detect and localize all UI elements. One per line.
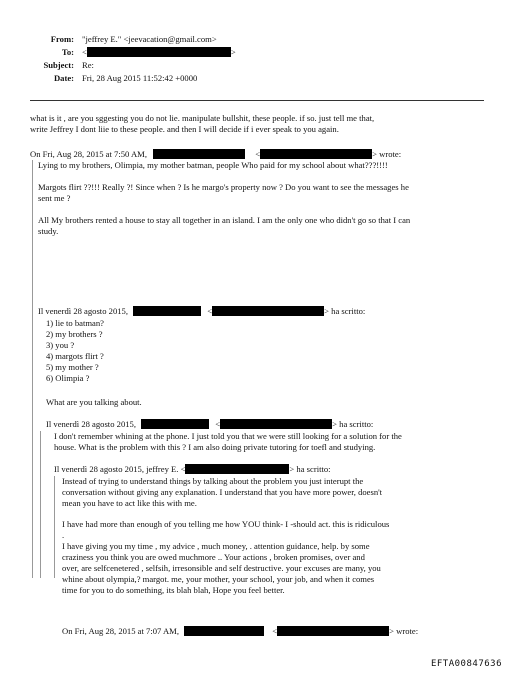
redaction-block	[277, 626, 389, 636]
attribution-bracket: <	[207, 306, 213, 316]
quote-line: study.	[38, 226, 59, 236]
from-value: "jeffrey E." <jeevacation@gmail.com>	[82, 34, 217, 44]
date-label: Date:	[53, 73, 74, 83]
quote-3-body	[54, 431, 484, 453]
redaction-block	[220, 419, 332, 429]
to-label: To:	[61, 47, 74, 57]
quote-line: I don't remember whining at the phone. I just told you that we were still looking for a solution for the	[54, 431, 402, 441]
redaction-block	[153, 149, 245, 159]
quote-line: Lying to my brothers, Olimpia, my mother batman, people Who paid for my school about what???!!!!	[38, 160, 388, 170]
redaction-block	[141, 419, 209, 429]
quote-line: All My brothers rented a house to stay all together in an island. I am the only one who didn't go so that I can	[38, 215, 411, 225]
redaction-block	[87, 47, 231, 57]
quote-line: craziness you think you are owed muchmore .. Your actions , broken promises, over and	[62, 552, 365, 562]
attribution-end: > wrote:	[389, 626, 419, 636]
attribution-text: On Fri, Aug 28, 2015 at 7:50 AM,	[30, 149, 147, 159]
quote-line: Instead of trying to understand things by talking about the problem you just interupt the	[62, 476, 364, 486]
quote-line: I have giving you my time , my advice , much money, . attention guidance, help. by some	[62, 541, 370, 551]
quote-attribution	[54, 464, 331, 475]
reply-line: what is it , are you sggesting you do not lie. manipulate bullshit, these people. if so. just tell me that,	[30, 113, 375, 123]
quote-line: whine about olympia,? margot. me, your mother, your school, your job, and when it comes	[62, 574, 375, 584]
subject-value: Re:	[82, 60, 94, 70]
to-close-bracket: >	[230, 47, 236, 57]
to-value	[82, 47, 236, 58]
from-label: From:	[50, 34, 74, 44]
attribution-bracket: <	[255, 149, 261, 159]
bates-number: EFTA00847636	[430, 659, 502, 669]
attribution-end: > wrote:	[372, 149, 402, 159]
quote-line: house. What is the problem with this ? I am also doing private tutoring for toefl and studying.	[54, 442, 376, 452]
quote-line: time for you to do something, its blah blah, Hope you feel better.	[62, 585, 285, 595]
quote-line: conversation without giving any explanation. I understand that you have more power, doesn't	[62, 487, 383, 497]
reply-body	[30, 113, 482, 135]
date-value: Fri, 28 Aug 2015 11:52:42 +0000	[82, 73, 198, 83]
quote-line: over, are selfcenetered , selfsih, irresonsible and self destructive. your excuses are many, you	[62, 563, 381, 573]
quote-line: .	[62, 530, 65, 540]
list-item: 6) Olimpia ?	[46, 373, 90, 383]
redaction-block	[133, 306, 201, 316]
attribution-text: Il venerdì 28 agosto 2015,	[38, 306, 128, 316]
redaction-block	[184, 626, 264, 636]
attribution-text: Il venerdì 28 agosto 2015, jeffrey E. <	[54, 464, 186, 474]
redaction-block	[260, 149, 372, 159]
list-item: 4) margots flirt ?	[46, 351, 104, 361]
quote-1-body	[38, 160, 484, 237]
quote-line: mean you have to act like this with me.	[62, 498, 197, 508]
quote-attribution	[62, 626, 418, 637]
attribution-end: > ha scritto:	[324, 306, 366, 316]
attribution-end: > ha scritto:	[332, 419, 374, 429]
question-list	[46, 318, 104, 384]
list-item: 5) my mother ?	[46, 362, 99, 372]
quote-line: Margots flirt ??!!! Really ?! Since when ? Is he margo's property now ? Do you want to see the messages he	[38, 182, 409, 192]
attribution-bracket: <	[215, 419, 221, 429]
list-item: 1) lie to batman?	[46, 318, 104, 328]
to-open-bracket: <	[82, 47, 87, 57]
quote-line: What are you talking about.	[46, 397, 142, 407]
redaction-block	[185, 464, 289, 474]
attribution-bracket: <	[272, 626, 278, 636]
reply-line: write Jeffrey I dont liie to these people. and then I will decide if i ever speak to you again.	[30, 124, 339, 134]
redaction-block	[212, 306, 324, 316]
quote-attribution	[30, 149, 401, 160]
attribution-end: > ha scritto:	[289, 464, 331, 474]
attribution-text: Il venerdì 28 agosto 2015,	[46, 419, 136, 429]
list-item: 2) my brothers ?	[46, 329, 103, 339]
header-divider	[30, 100, 484, 101]
quote-line: sent me ?	[38, 193, 71, 203]
quote-attribution	[38, 306, 365, 317]
list-item: 3) you ?	[46, 340, 75, 350]
subject-label: Subject:	[43, 60, 74, 70]
quote-4-body	[62, 476, 486, 596]
attribution-text: On Fri, Aug 28, 2015 at 7:07 AM,	[62, 626, 179, 636]
quote-line: I have had more than enough of you telling me how YOU think- I -should act. this is ridiculous	[62, 519, 390, 529]
quote-attribution	[46, 419, 373, 430]
